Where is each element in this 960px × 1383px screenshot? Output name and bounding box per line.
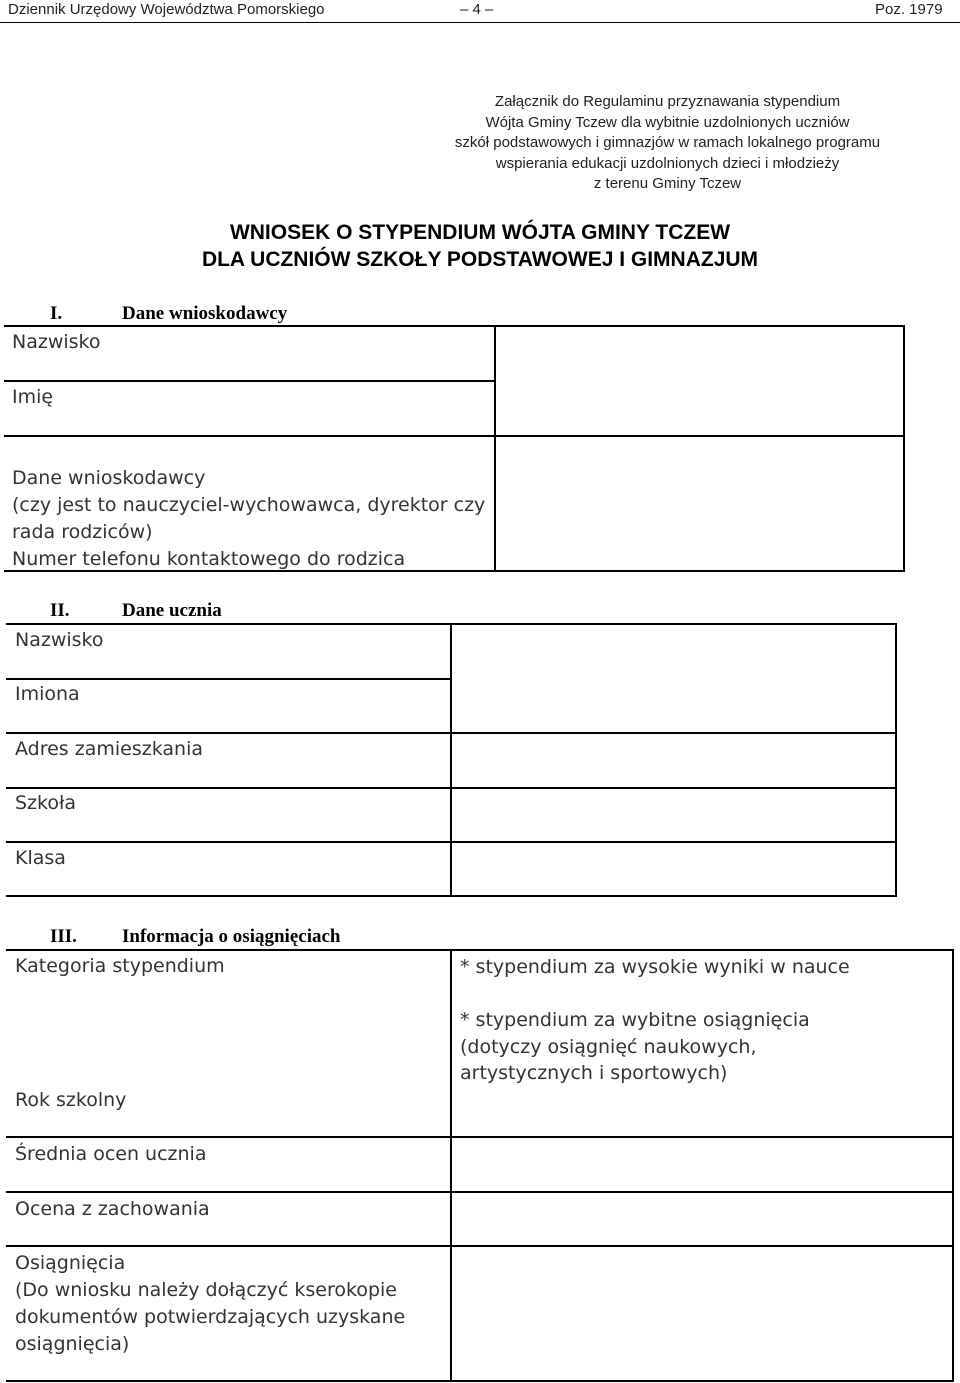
applicant-type-note: rada rodziców) — [12, 521, 153, 543]
grade-average-label: Średnia ocen ucznia — [15, 1143, 207, 1165]
applicant-type-note: (czy jest to nauczyciel-wychowawca, dyrektor czy — [12, 494, 486, 516]
achievements-field[interactable] — [452, 1247, 952, 1380]
achievements-table — [6, 949, 954, 1382]
achievements-label: Osiągnięcia — [15, 1252, 126, 1274]
annex-note — [395, 92, 940, 195]
applicant-type-label: Dane wnioskodawcy — [12, 467, 206, 489]
page-header — [0, 0, 960, 23]
page-number: – 4 – — [460, 1, 494, 18]
student-class-label: Klasa — [15, 847, 66, 869]
student-firstnames-label: Imiona — [15, 683, 80, 705]
annex-line: szkół podstawowych i gimnazjów w ramach lokalnego programu — [454, 134, 881, 151]
student-address-label: Adres zamieszkania — [15, 738, 203, 760]
row-divider — [6, 678, 450, 680]
school-year-label: Rok szkolny — [15, 1089, 127, 1111]
category-option-achievements[interactable]: * stypendium za wybitne osiągnięcia — [460, 1009, 810, 1031]
annex-line: Załącznik do Regulaminu przyznawania stypendium — [494, 93, 841, 110]
applicant-firstname-label: Imię — [12, 386, 54, 408]
student-school-field[interactable] — [452, 789, 895, 841]
applicant-table — [4, 325, 905, 572]
annex-line: z terenu Gminy Tczew — [593, 175, 742, 192]
category-option-note: (dotyczy osiągnięć naukowych, — [460, 1036, 757, 1058]
section-3-number: III. — [50, 926, 77, 947]
achievements-note: dokumentów potwierdzających uzyskane — [15, 1306, 406, 1328]
achievements-note: (Do wniosku należy dołączyć kserokopie — [15, 1279, 397, 1301]
applicant-details-field[interactable] — [496, 437, 903, 570]
row-divider — [4, 380, 494, 382]
student-class-field[interactable] — [452, 843, 895, 895]
student-address-field[interactable] — [452, 734, 895, 787]
annex-line: wspierania edukacji uzdolnionych dzieci i młodzieży — [495, 154, 840, 172]
behavior-grade-label: Ocena z zachowania — [15, 1198, 210, 1220]
student-surname-label: Nazwisko — [15, 629, 104, 651]
section-2-title: Dane ucznia — [122, 600, 222, 621]
section-1-title: Dane wnioskodawcy — [122, 303, 288, 324]
section-1-number: I. — [50, 303, 63, 324]
title-line-1: WNIOSEK O STYPENDIUM WÓJTA GMINY TCZEW — [229, 221, 731, 244]
applicant-name-field[interactable] — [496, 327, 903, 435]
section-3-title: Informacja o osiągnięciach — [122, 926, 341, 947]
annex-line: Wójta Gminy Tczew dla wybitnie uzdolnionych uczniów — [485, 113, 850, 131]
title-line-2: DLA UCZNIÓW SZKOŁY PODSTAWOWEJ I GIMNAZJUM — [201, 248, 759, 271]
scholarship-category-label: Kategoria stypendium — [15, 955, 225, 977]
grade-average-field[interactable] — [452, 1138, 952, 1191]
category-option-grades[interactable]: * stypendium za wysokie wyniki w nauce — [460, 956, 850, 978]
section-2-number: II. — [50, 600, 70, 621]
category-option-note: artystycznych i sportowych) — [460, 1062, 728, 1084]
student-name-field[interactable] — [452, 625, 895, 732]
achievements-note: osiągnięcia) — [15, 1333, 130, 1355]
behavior-grade-field[interactable] — [452, 1193, 952, 1245]
journal-name: Dziennik Urzędowy Województwa Pomorskiego — [8, 1, 325, 18]
position-number: Poz. 1979 — [875, 1, 943, 18]
student-table — [6, 623, 897, 897]
applicant-surname-label: Nazwisko — [12, 331, 101, 353]
student-school-label: Szkoła — [15, 792, 77, 814]
form-title — [0, 219, 960, 273]
parent-phone-label: Numer telefonu kontaktowego do rodzica — [12, 548, 406, 570]
